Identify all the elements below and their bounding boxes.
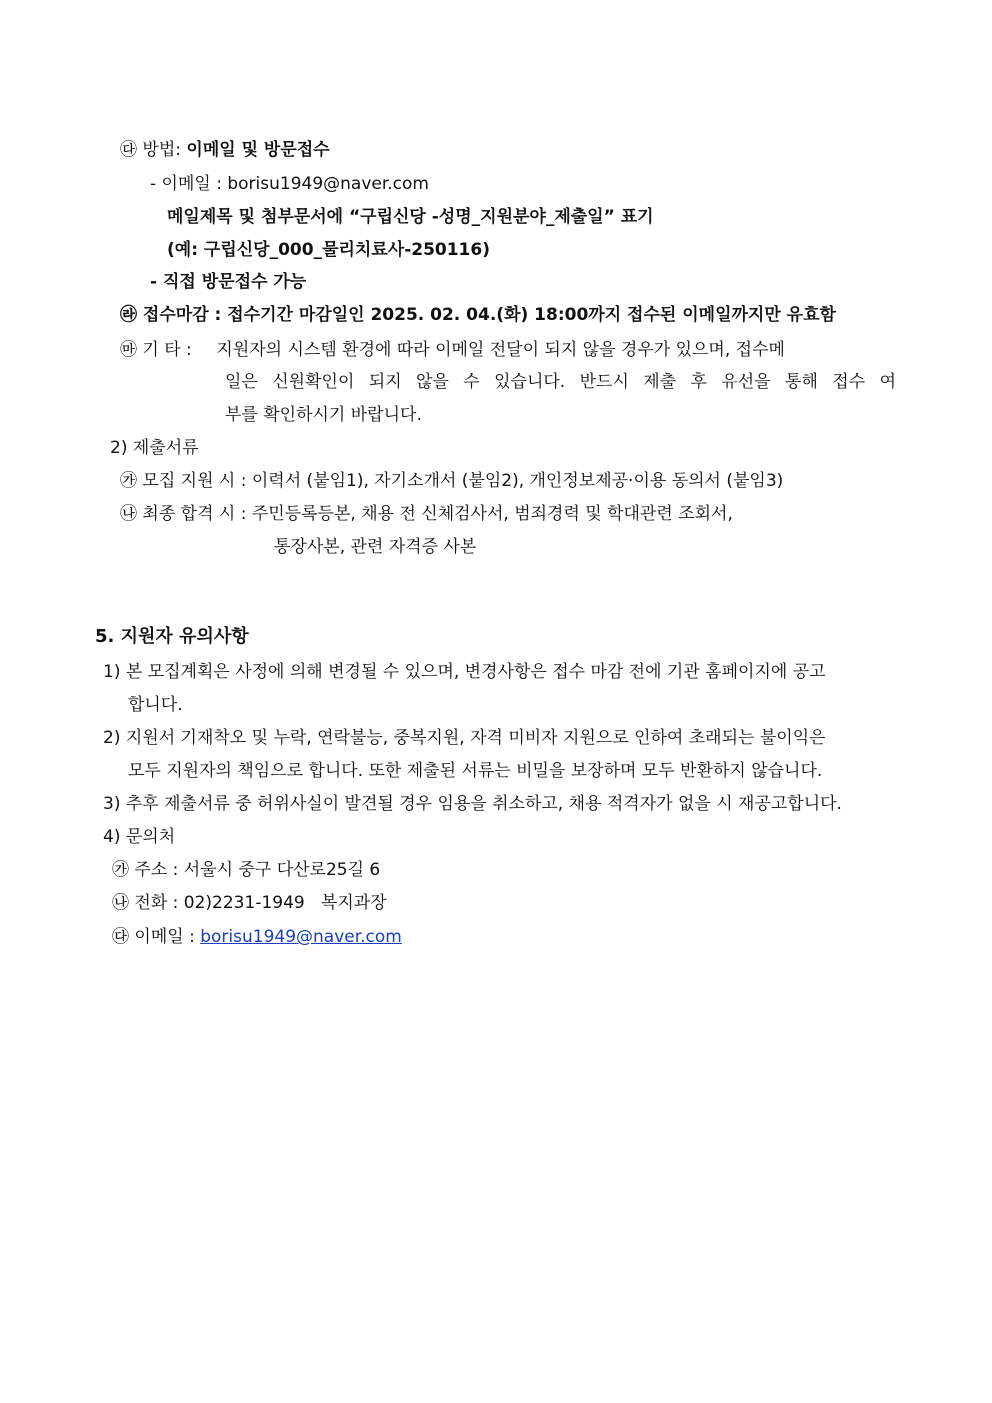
contact-phone-marker: ㉯ [112, 893, 129, 913]
documents-final-2: 통장사본, 관련 자격증 사본 [274, 537, 477, 557]
contact-email-label: 이메일 : [134, 927, 201, 947]
deadline-marker: ㉱ [120, 305, 137, 325]
method-value: 이메일 및 방문접수 [186, 140, 330, 160]
etc-marker: ㉲ [120, 340, 137, 360]
section5-item4: 4) 문의처 [103, 827, 176, 847]
section5-item1-line1: 1) 본 모집계획은 사정에 의해 변경될 수 있으며, 변경사항은 접수 마감 전에 기관 홈페이지에 공고 [103, 662, 826, 682]
documents-final-line [120, 502, 733, 526]
method-visit: - 직접 방문접수 가능 [150, 272, 307, 292]
method-email-line [150, 172, 429, 196]
contact-email-line [112, 925, 402, 949]
method-email-label: - 이메일 : [150, 174, 228, 194]
contact-phone-line [112, 891, 387, 915]
documents-title: 2) 제출서류 [110, 438, 199, 458]
etc-label: 기 타 : [142, 340, 192, 360]
section5-item1-line2: 합니다. [128, 695, 183, 715]
contact-email-link[interactable]: borisu1949@naver.com [200, 927, 402, 947]
etc-text-1: 지원자의 시스템 환경에 따라 이메일 전달이 되지 않을 경우가 있으며, 접수메 [216, 340, 785, 360]
section5-item3: 3) 추후 제출서류 중 허위사실이 발견될 경우 임용을 취소하고, 채용 적격자가 없을 시 재공고합니다. [103, 794, 842, 814]
method-line [120, 138, 330, 162]
section5-item2-line2: 모두 지원자의 책임으로 합니다. 또한 제출된 서류는 비밀을 보장하며 모두 반환하지 않습니다. [128, 761, 823, 781]
documents-recruit: 모집 지원 시 : 이력서 (붙임1), 자기소개서 (붙임2), 개인정보제공·이용 동의서 (붙임3) [142, 471, 784, 491]
etc-line1 [120, 338, 896, 362]
section5-title: 5. 지원자 유의사항 [95, 626, 249, 647]
method-subject-example: (예: 구립신당_000_물리치료사-250116) [167, 240, 490, 260]
contact-email-marker: ㉰ [112, 927, 129, 947]
method-label: 방법: [142, 140, 187, 160]
documents-recruit-marker: ㉮ [120, 471, 137, 491]
deadline-text: 접수마감 : 접수기간 마감일인 2025. 02. 04.(화) 18:00까지 접수된 이메일까지만 유효함 [142, 305, 836, 325]
method-email-value: borisu1949@naver.com [227, 174, 429, 194]
section5-item2-line1: 2) 지원서 기재착오 및 누락, 연락불능, 중복지원, 자격 미비자 지원으로 인하여 초래되는 불이익은 [103, 728, 826, 748]
contact-address: 주소 : 서울시 중구 다산로25길 6 [134, 860, 381, 880]
method-subject-rule: 메일제목 및 첨부문서에 “구립신당 -성명_지원분야_제출일” 표기 [167, 207, 654, 227]
method-marker: ㉰ [120, 140, 137, 160]
contact-address-line [112, 858, 380, 882]
etc-text-3: 부를 확인하시기 바랍니다. [225, 405, 422, 425]
documents-recruit-line [120, 469, 783, 493]
contact-address-marker: ㉮ [112, 860, 129, 880]
etc-text-2: 일은 신원확인이 되지 않을 수 있습니다. 반드시 제출 후 유선을 통해 접수 여 [225, 372, 896, 392]
deadline-line [120, 303, 836, 327]
documents-final-marker: ㉯ [120, 504, 137, 524]
contact-phone: 전화 : 02)2231-1949 복지과장 [134, 893, 387, 913]
documents-final-1: 최종 합격 시 : 주민등록등본, 채용 전 신체검사서, 범죄경력 및 학대관련 조회서, [142, 504, 733, 524]
